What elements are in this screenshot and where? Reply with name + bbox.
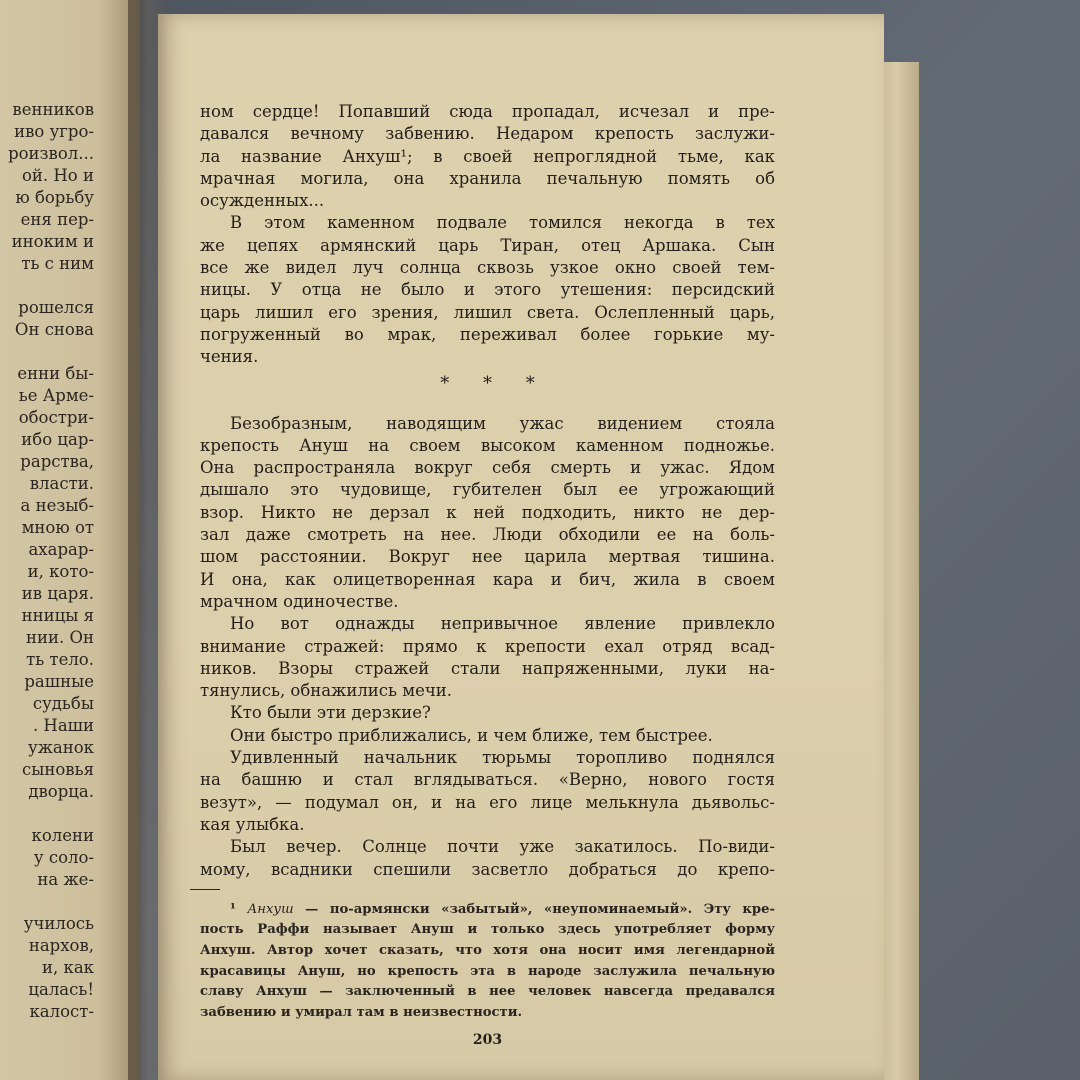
text-line: Но вот однажды непривычное явление привлекло [230,614,775,634]
left-page-line: иво угро- [14,122,94,141]
left-page-line: венников [12,100,94,119]
left-page-line: . Наши [32,716,94,735]
left-page-line: еня пер- [20,210,94,229]
text-line: осужденных... [200,191,325,211]
left-page-line [0,891,94,913]
left-page-line: на же- [37,870,94,889]
footnote-marker: ¹ [230,901,236,917]
left-page-text [0,99,94,1023]
left-page-line: у соло- [33,848,94,867]
left-page-line: нархов, [28,936,94,955]
text-line: зал даже смотреть на нее. Люди обходили ее на боль- [200,525,775,545]
text-line: взор. Никто не дерзал к ней подходить, никто не дер- [200,502,775,522]
left-page-line: и, кото- [27,562,94,581]
left-page-line: а незыб- [20,496,94,515]
paragraph [200,613,775,702]
text-line: Кто были эти дерзкие? [230,703,431,723]
left-page-line [0,275,94,297]
left-page-line: Он снова [14,320,94,339]
left-page-line [0,803,94,825]
page-edges [880,62,919,1080]
text-line: все же видел луч солнца сквозь узкое окно своей тем- [200,258,775,278]
paragraph [200,725,775,747]
text-line: давался вечному забвению. Недаром крепость заслужи- [200,124,775,144]
left-page-line: нии. Он [25,628,94,647]
paragraph [200,212,775,368]
left-page-line: дворца. [28,782,94,801]
left-page-line: рашные [24,672,94,691]
footnote-lines [200,920,775,1023]
left-page-line [0,341,94,363]
text-line: шом расстоянии. Вокруг нее царила мертвая тишина. [200,547,775,567]
text-line: везут», — подумал он, и на его лице мелькнула дьявольс- [200,792,775,812]
left-page-line: власти. [29,474,94,493]
book-gutter [128,0,168,1080]
text-line: Она распространяла вокруг себя смерть и ужас. Ядом [200,458,775,478]
text-line: ла название Анхуш¹; в своей непроглядной тьме, как [200,146,775,166]
text-line: И она, как олицетворенная кара и бич, жила в своем [200,569,775,589]
left-page-line: ибо цар- [21,430,94,449]
right-page-text [200,101,775,1052]
text-line: тянулись, обнажились мечи. [200,681,453,701]
footnote-line: славу Анхуш — заключенный в нее человек навсегда предавался [200,984,775,1000]
text-line: крепость Ануш на своем высоком каменном подножье. [200,435,775,455]
paragraphs-before-separator [200,101,775,369]
text-line: чения. [200,347,259,367]
left-page-line: енни бы- [17,364,94,383]
paragraph [200,702,775,724]
left-page-line: ужанок [28,738,94,757]
paragraph [200,836,775,881]
left-page-line: ю борьбу [15,188,94,207]
left-page-line: калост- [29,1002,94,1021]
text-line: Они быстро приближались, и чем ближе, тем быстрее. [230,725,713,745]
footnote-line: Анхуш. Автор хочет сказать, что хотя она носит имя легендарной [200,942,775,958]
left-page-line: колени [31,826,94,845]
text-line: мрачном одиночестве. [200,591,399,611]
left-page-line: ье Арме- [18,386,94,405]
left-page-line: рошелся [18,298,94,317]
left-page-line: цалась! [28,980,94,999]
left-page-line: роизвол... [8,144,94,163]
left-page-line: ой. Но и [22,166,94,185]
left-page-line: иноким и [11,232,94,251]
left-page-line: и, как [42,958,94,977]
footnote [200,900,775,1024]
text-line: ном сердце! Попавший сюда пропадал, исчезал и пре- [200,102,775,121]
text-line: мому, всадники спешили засветло добраться до крепо- [200,859,775,879]
page-number: 203 [472,1032,503,1049]
text-line: Безобразным, наводящим ужас видением стояла [230,413,775,433]
text-line: царь лишил его зрения, лишил света. Ослепленный царь, [200,302,775,322]
text-line: же цепях армянский царь Тиран, отец Аршака. Сын [200,235,775,255]
paragraphs-after-separator [200,413,775,881]
section-separator: * * * [440,372,549,394]
text-line: дышало это чудовище, губителен был ее угрожающий [200,480,775,500]
left-page-line: мною от [21,518,94,537]
footnote-line: красавицы Ануш, но крепость эта в народе заслужила печальную [200,963,775,979]
left-page-line: сыновья [22,760,94,779]
left-page-line: судьбы [32,694,94,713]
footnote-text: — по-армянски «забытый», «неупоминаемый». Эту кре- [305,901,776,917]
paragraph [200,101,775,212]
left-page-line: рарства, [20,452,94,471]
text-line: погруженный во мрак, переживал более горькие му- [200,324,775,344]
left-page [0,0,140,1080]
text-line: на башню и стал вглядываться. «Верно, нового гостя [200,770,775,790]
left-page-line: обостри- [18,408,94,427]
footnote-line: пость Раффи называет Ануш и только здесь употребляет форму [200,922,775,938]
left-page-line: ть с ним [21,254,94,273]
left-page-line: училось [23,914,94,933]
text-line: Был вечер. Солнце почти уже закатилось. По-види- [230,837,775,857]
left-page-line: ть тело. [26,650,94,669]
text-line: внимание стражей: прямо к крепости ехал отряд всад- [200,636,775,656]
left-page-line: ив царя. [21,584,94,603]
text-line: ников. Взоры стражей стали напряженными, луки на- [200,658,775,678]
text-line: мрачная могила, она хранила печальную помять об [200,168,775,188]
footnote-term: Анхуш [247,901,294,917]
footnote-line [200,900,775,921]
left-page-line: нницы я [21,606,94,625]
text-line: кая улыбка. [200,814,305,834]
text-line: В этом каменном подвале томился некогда в тех [230,213,775,233]
paragraph [200,413,775,614]
footnote-line: забвению и умирал там в неизвестности. [200,1004,523,1020]
text-line: ницы. У отца не было и этого утешения: персидский [200,280,775,300]
left-page-line: ахарар- [28,540,94,559]
paragraph [200,747,775,836]
footnote-rule [190,889,220,890]
text-line: Удивленный начальник тюрьмы торопливо поднялся [230,748,775,768]
